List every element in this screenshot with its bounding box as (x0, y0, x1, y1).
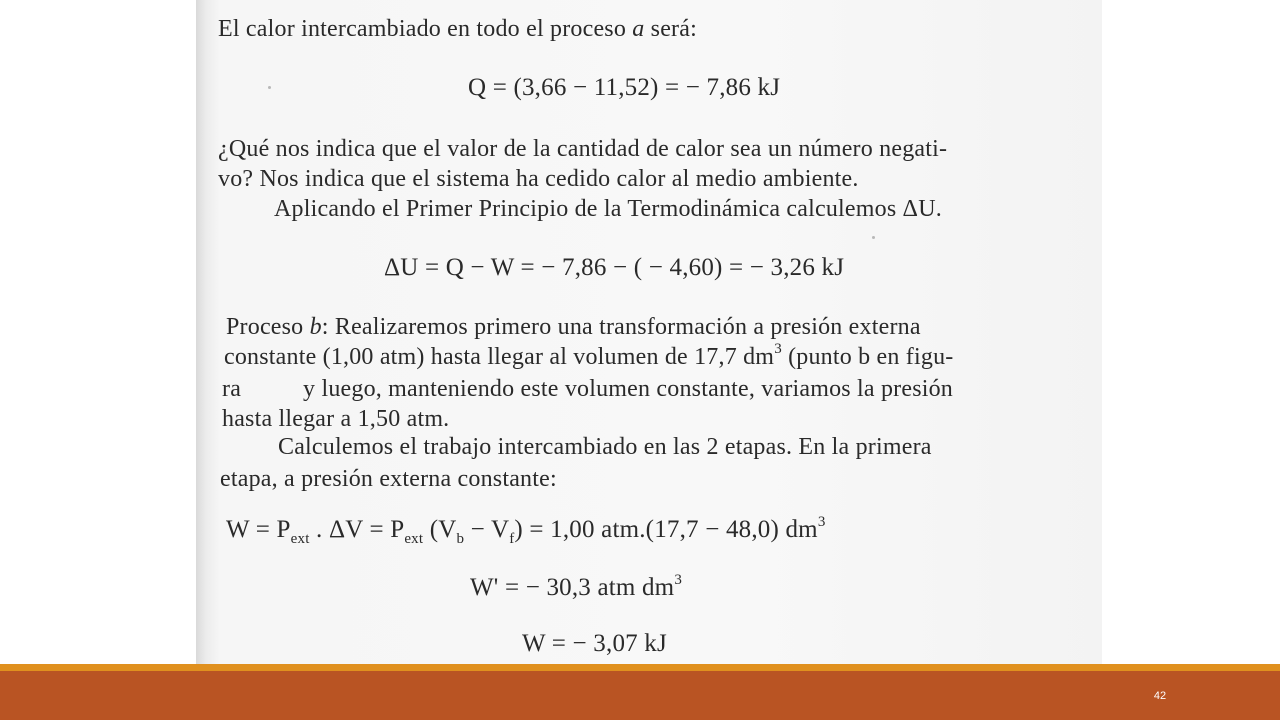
superscript: 3 (774, 341, 782, 357)
text-line-4: Aplicando el Primer Principio de la Termodinámica calculemos ΔU. (274, 196, 942, 222)
text-span: W = P (226, 516, 291, 543)
footer-bar (0, 671, 1280, 720)
text-span: constante (1,00 atm) hasta llegar al volumen de 17,7 dm (224, 344, 775, 370)
footer-accent-stripe (0, 664, 1280, 671)
text-span: . ΔV = P (309, 516, 405, 543)
text-span: (punto b en figu- (781, 344, 954, 370)
equation-w-1 (226, 514, 826, 547)
variable-a: a (632, 16, 645, 42)
page-number: 42 (1153, 690, 1167, 702)
text-span: El calor intercambiado en todo el proceso (218, 16, 633, 42)
superscript: 3 (674, 572, 683, 588)
text-span: ) = 1,00 atm.(17,7 − 48,0) dm (514, 516, 818, 543)
text-line-2: ¿Qué nos indica que el valor de la cantidad de calor sea un número negati- (218, 136, 948, 162)
text-span: Proceso (226, 314, 310, 340)
subscript: ext (290, 531, 310, 547)
text-span: : Realizaremos primero una transformación a presión externa (321, 314, 921, 340)
text-line-8: hasta llegar a 1,50 atm. (222, 406, 450, 432)
equation-q: Q = (3,66 − 11,52) = − 7,86 kJ (468, 74, 781, 101)
scanned-page-image (196, 0, 1102, 664)
equation-w-3: W = − 3,07 kJ (522, 630, 667, 657)
text-span: W' = − 30,3 atm dm (470, 574, 675, 601)
equation-w-2 (470, 574, 682, 602)
text-span: será: (644, 16, 697, 42)
text-line-7 (222, 376, 953, 403)
equation-delta-u: ΔU = Q − W = − 7,86 − ( − 4,60) = − 3,26 kJ (384, 254, 845, 281)
subscript: ext (404, 531, 424, 547)
subscript: f (509, 531, 515, 547)
text-span: ra (222, 376, 242, 402)
text-line-10: etapa, a presión externa constante: (220, 466, 557, 492)
text-line-3: vo? Nos indica que el sistema ha cedido calor al medio ambiente. (218, 166, 859, 192)
superscript: 3 (817, 514, 826, 530)
text-line-6 (224, 341, 954, 371)
text-line-1 (218, 16, 697, 43)
scan-speck (872, 236, 875, 239)
text-span: − V (464, 516, 510, 543)
subscript: b (456, 531, 465, 547)
text-span: y luego, manteniendo este volumen constante, variamos la presión (303, 376, 954, 402)
scan-speck (268, 86, 271, 89)
text-span: (V (423, 516, 457, 543)
variable-b: b (309, 314, 322, 340)
text-line-5 (226, 314, 921, 341)
text-line-9: Calculemos el trabajo intercambiado en las 2 etapas. En la primera (278, 434, 932, 460)
